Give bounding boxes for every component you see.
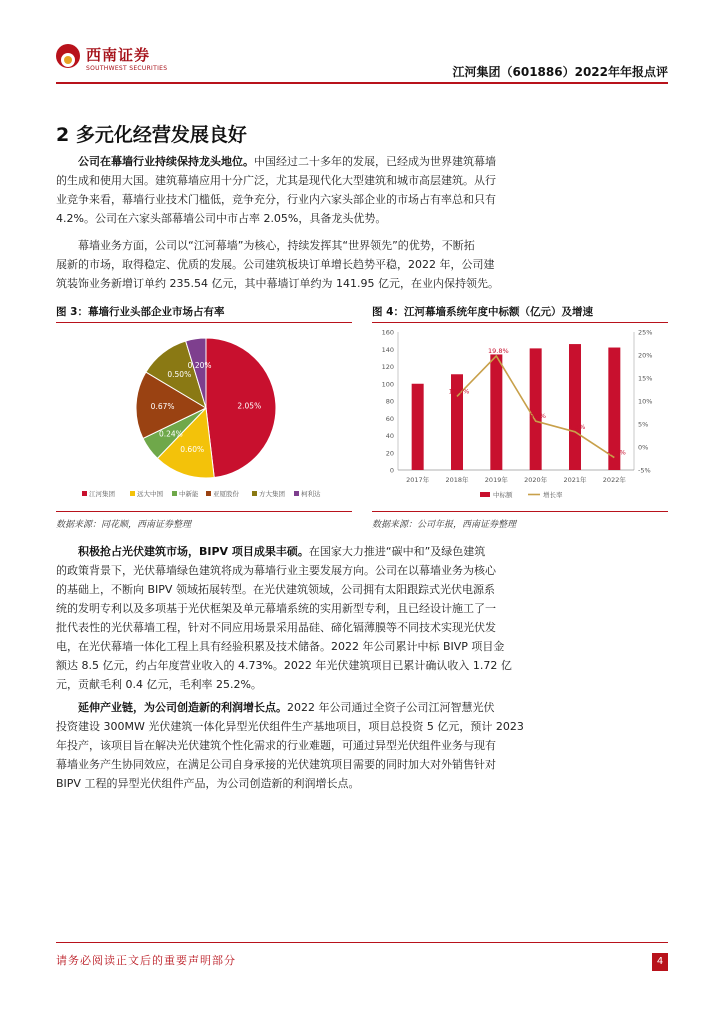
figure-3-source: 数据来源：同花顺，西南证券整理 [56,520,192,530]
x-tick-label: 2022年 [602,476,626,484]
line-data-label: 5.6% [529,412,546,421]
legend-swatch [206,491,211,496]
footer-disclaimer: 请务必阅读正文后的重要声明部分 [56,954,236,967]
x-tick-label: 2018年 [445,476,469,484]
paragraph-line: 中国经过二十多年的发展，已经成为世界建筑幕墙 [254,155,496,168]
y-right-tick-label: 5% [638,420,649,429]
logo-mark [56,44,80,68]
paragraph-line: BIPV 工程的异型光伏组件产品，为公司创造新的利润增长点。 [56,777,360,790]
legend-label: 中标额 [493,491,513,499]
y-left-tick-label: 20 [385,449,394,458]
paragraph-line: 统的发明专利以及多项基于光伏框架及单元幕墙系统的实用新型专利，且已经设计施工了一 [56,602,496,615]
y-left-tick-label: 140 [381,345,394,354]
legend-label: 方大集团 [259,490,285,498]
y-left-tick-label: 80 [385,397,394,406]
y-right-tick-label: 0% [638,443,649,452]
paragraph-line: 4.2%。公司在六家头部幕墙公司中市占率 2.05%，具备龙头优势。 [56,212,387,225]
pie-data-label: 0.67% [150,402,175,412]
figure-4-bottom-rule [372,511,668,512]
paragraph-line: 业竞争来看，幕墙行业技术门槛低，竞争充分，行业内六家头部企业的市场占有率总和只有 [56,193,496,206]
pie-data-label: 0.50% [167,369,192,379]
legend-label: 柯利达 [301,490,321,498]
paragraph-3-lead: 积极抢占光伏建筑市场，BIPV 项目成果丰硕。 [78,545,309,558]
line-data-label: 11.0% [448,387,470,396]
paragraph-line: 的生成和使用大国。建筑幕墙应用十分广泛，尤其是现代化大型建筑和城市高层建筑。从行 [56,174,496,187]
section-title: 2 多元化经营发展良好 [56,124,247,146]
x-tick-label: 2021年 [563,476,587,484]
paragraph-2 [56,236,668,293]
paragraph-1 [56,152,668,228]
paragraph-line: 电，在光伏幕墙一体化工程上具有经验积累及技术储备。2022 年公司累计中标 BIVP 项目金 [56,640,505,653]
y-left-tick-label: 60 [385,414,394,423]
header-divider [56,82,668,84]
line-data-label: 19.8% [488,346,509,355]
legend-swatch [252,491,257,496]
x-tick-label: 2019年 [484,476,508,484]
logo-subtext: SOUTHWEST SECURITIES [86,65,168,72]
x-tick-label: 2020年 [524,476,548,484]
page-number: 4 [652,953,668,971]
bar-line-chart [372,326,668,508]
pie-data-label: 0.24% [158,429,183,439]
y-right-tick-label: -5% [638,466,651,475]
paragraph-1-lead: 公司在幕墙行业持续保持龙头地位。 [78,155,254,168]
paragraph-line: 年投产，该项目旨在解决光伏建筑个性化需求的行业难题，可通过异型光伏组件业务与现有 [56,739,496,752]
legend-label: 江河集团 [89,490,115,498]
paragraph-line: 2022 年公司通过全资子公司江河智慧光伏 [287,701,495,714]
pie-data-label: 0.60% [180,445,205,455]
legend-swatch [82,491,87,496]
pie-data-label: 0.20% [187,361,212,371]
paragraph-line: 批代表性的光伏幕墙工程，针对不同应用场景采用晶硅、碲化镉薄膜等不同技术实现光伏发 [56,621,496,634]
figure-3-rule [56,322,352,323]
paragraph-4-lead: 延伸产业链，为公司创造新的利润增长点。 [78,701,287,714]
bar [530,348,542,470]
paragraph-line: 展新的市场，取得稳定、优质的发展。公司建筑板块订单增长趋势平稳，2022 年，公司建 [56,258,495,271]
line-data-label: -2.3% [606,448,626,457]
paragraph-line: 的政策背景下，光伏幕墙绿色建筑将成为幕墙行业主要发展方向。公司在以幕墙业务为核心 [56,564,496,577]
paragraph-line: 元，贡献毛利 0.4 亿元，毛利率 25.2%。 [56,678,262,691]
line-data-label: 3.3% [568,422,586,431]
legend-label: 亚厦股份 [213,490,239,498]
paragraph-line: 的基础上，不断向 BIPV 领域拓展转型。在光伏建筑领域，公司拥有太阳跟踪式光伏电源系 [56,583,495,596]
figure-4-title: 图 4：江河幕墙系统年度中标额（亿元）及增速 [372,306,593,318]
pie-chart [56,326,352,508]
legend-label: 中新能 [179,490,199,498]
y-left-tick-label: 160 [381,328,394,337]
footer-divider [56,942,668,943]
y-left-tick-label: 120 [381,363,394,371]
figure-3-title: 图 3：幕墙行业头部企业市场占有率 [56,306,225,318]
report-title: 江河集团（601886）2022年年报点评 [452,65,668,79]
y-right-tick-label: 10% [638,397,653,406]
y-left-tick-label: 0 [389,466,394,475]
legend-swatch [480,492,490,497]
y-left-tick-label: 40 [385,432,394,440]
paragraph-line: 在国家大力推进“碳中和”及绿色建筑 [308,545,486,558]
logo-text: 西南证券 [86,46,151,64]
legend-swatch [130,491,135,496]
paragraph-line: 筑装饰业务新增订单约 235.54 亿元，其中幕墙订单约为 141.95 亿元，在业内保持领先。 [56,277,499,290]
legend-label: 增长率 [543,491,563,499]
legend-swatch [294,491,299,496]
y-left-tick-label: 100 [381,380,394,389]
paragraph-line: 投资建设 300MW 光伏建筑一体化异型光伏组件生产基地项目，项目总投资 5 亿元，预计 2023 [56,720,524,733]
figure-4-source: 数据来源：公司年报，西南证券整理 [372,520,517,530]
x-tick-label: 2017年 [406,476,430,484]
bar [412,384,424,470]
bar [569,344,581,470]
figure-4-rule [372,322,668,323]
pie-data-label: 2.05% [237,401,262,411]
bar [490,354,502,470]
y-right-tick-label: 15% [638,374,653,383]
paragraph-line: 额达 8.5 亿元，约占年度营业收入的 4.73%。2022 年光伏建筑项目已累计确认收入 1.72 亿 [56,659,512,672]
paragraph-line: 幕墙业务产生协同效应，在满足公司自身承接的光伏建筑项目需要的同时加大对外销售针对 [56,758,496,771]
figure-3-bottom-rule [56,511,352,512]
y-right-tick-label: 25% [638,328,653,337]
paragraph-line: 幕墙业务方面，公司以“江河幕墙”为核心，持续发挥其“世界领先”的优势，不断拓 [78,239,475,252]
paragraph-4 [56,698,668,793]
y-right-tick-label: 20% [638,351,653,360]
legend-label: 远大中国 [137,490,163,498]
paragraph-3 [56,542,668,694]
legend-swatch [172,491,177,496]
